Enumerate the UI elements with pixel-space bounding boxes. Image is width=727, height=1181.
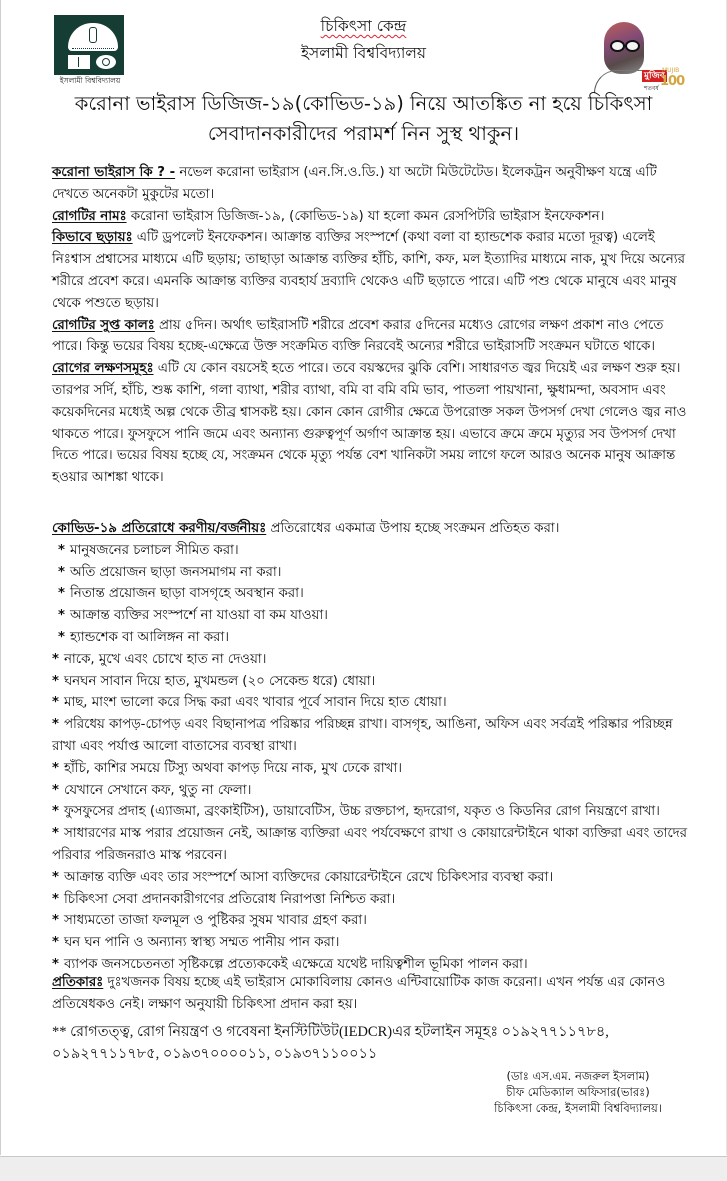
title-line-2: সেবাদানকারীদের পরামর্শ নিন সুস্থ থাকুন। bbox=[207, 122, 520, 145]
prevention-item bbox=[52, 801, 692, 823]
prevention-item bbox=[52, 605, 692, 627]
asterisk-bullet-icon: * bbox=[52, 782, 59, 798]
prevention-item bbox=[52, 649, 692, 671]
signature-block bbox=[448, 1068, 708, 1116]
prevention-item-text: আক্রান্ত ব্যক্তির সংস্পর্শে না যাওয়া বা কম যাওয়া। bbox=[69, 608, 328, 624]
prevention-item bbox=[52, 540, 692, 562]
prevention-item bbox=[52, 910, 692, 932]
asterisk-bullet-icon: * bbox=[52, 935, 59, 951]
section-label: রোগটির নামঃ bbox=[52, 208, 127, 224]
hotline-section bbox=[52, 1021, 692, 1065]
remedy-section bbox=[52, 972, 692, 1016]
mujib-brand: মুজিব bbox=[644, 71, 665, 81]
prevention-item-text: চিকিৎসা সেবা প্রদানকারীগণের প্রতিরোধ নিরাপত্তা নিশ্চিত করা। bbox=[63, 891, 396, 907]
prevention-item bbox=[52, 823, 692, 867]
section-label: রোগের লক্ষণসমূহঃ bbox=[52, 361, 154, 377]
prevention-item-text: মাছ, মাংশ ভালো করে সিদ্ধ করা এবং খাবার পূর্বে সাবান দিয়ে হাত ধোয়া। bbox=[63, 695, 447, 711]
university-name: ইসলামী বিশ্ববিদ্যালয় bbox=[300, 44, 427, 62]
signatory-designation: চীফ মেডিক্যাল অফিসার(ভারঃ) bbox=[506, 1085, 650, 1099]
signatory-office: চিকিৎসা কেন্দ্র, ইসলামী বিশ্ববিদ্যালয়। bbox=[494, 1101, 662, 1115]
section-label: করোনা ভাইরাস কি ? - bbox=[52, 165, 176, 180]
asterisk-bullet-icon: * bbox=[52, 913, 59, 929]
prevention-item bbox=[52, 583, 692, 605]
mujib-100: 100 bbox=[660, 74, 685, 89]
prevention-item-text: ব্যাপক জনসচেতনতা সৃষ্টিকল্পে প্রত্যেককেই এক্ষেত্রে যথেষ্ট দায়িত্বশীল ভূমিকা পালন করা। bbox=[63, 956, 528, 972]
asterisk-bullet-icon: * bbox=[58, 564, 65, 580]
asterisk-bullet-icon: * bbox=[58, 586, 65, 602]
asterisk-bullet-icon: * bbox=[52, 891, 59, 907]
prevention-item-text: আক্রান্ত ব্যক্তি এবং তার সংস্পর্শে আসা ব্যক্তিদের কোয়ারেন্টাইনে রেখে চিকিৎসার ব্যবস্থা করা। bbox=[63, 869, 554, 885]
hotline-paragraph bbox=[52, 1021, 692, 1065]
prevention-item-text: হ্যান্ডশেক বা আলিঙ্গন না করা। bbox=[69, 629, 229, 645]
page-edge-left bbox=[0, 0, 1, 1155]
asterisk-bullet-icon: * bbox=[52, 956, 59, 972]
prevention-item bbox=[52, 627, 692, 649]
section-label: কিভাবে ছড়ায়ঃ bbox=[52, 230, 133, 246]
prevention-label: কোভিড-১৯ প্রতিরোধে করণীয়/বর্জনীয়ঃ bbox=[52, 521, 267, 536]
prevention-item bbox=[52, 692, 692, 714]
prevention-item bbox=[52, 671, 692, 693]
prevention-item-text: ঘনঘন সাবান দিয়ে হাত, মুখমন্ডল (২০ সেকেন্ড ধরে) ধোয়া। bbox=[63, 673, 376, 689]
hotline-prefix: ** bbox=[52, 1024, 67, 1040]
asterisk-bullet-icon: * bbox=[58, 629, 65, 645]
asterisk-bullet-icon: * bbox=[52, 695, 59, 711]
asterisk-bullet-icon: * bbox=[52, 804, 59, 820]
prevention-list bbox=[52, 540, 692, 976]
asterisk-bullet-icon: * bbox=[52, 869, 59, 885]
logo-caption: ইসলামী বিশ্ববিদ্যালয় bbox=[59, 76, 121, 85]
university-heading bbox=[0, 41, 727, 67]
section-text: এটি ড্রপলেট ইনফেকশন। আক্রান্ত ব্যক্তির সংস্পর্শে (কথা বলা বা হ্যান্ডশেক করার মতো দূরত্ব) এলেই নিঃশ্বাস প্রশ্বাসের মাধ্যমে এটি ছড়ায়; তাছাড়া আক্রান্ত ব্যক্তির হাঁচি, কাশি, কফ, মল ইত্যাদির মাধ্যমে নাক, মুখ দিয়ে অন্যের শরীরে প্রবেশ করে। এমনকি আক্রান্ত ব্যক্তির ব্যবহার্য দ্রব্যাদি থেকেও এটি ছড়াতে পারে। এটি পশু থেকে মানুষে এবং মানুষ থেকে পশুতে ছড়ায়। bbox=[52, 230, 685, 311]
section-label: রোগটির সুপ্ত কালঃ bbox=[52, 317, 155, 333]
info-sections bbox=[52, 162, 692, 489]
remedy-label: প্রতিকারঃ bbox=[52, 975, 104, 990]
prevention-section bbox=[52, 518, 692, 976]
prevention-item-text: পরিধেয় কাপড়-চোপড় এবং বিছানাপত্র পরিষ্কার পরিচ্ছন্ন রাখা। বাসগৃহ, আঙিনা, অফিস এবং সর্বত্রই পরিষ্কার পরিচ্ছন্ন রাখা এবং পর্যাপ্ত আলো বাতাসের ব্যবস্থা রাখা। bbox=[52, 717, 673, 754]
signatory-name: (ডাঃ এস.এম. নজরুল ইসলাম) bbox=[506, 1069, 650, 1083]
prevention-item bbox=[52, 867, 692, 889]
section-incubation bbox=[52, 315, 692, 359]
prevention-item bbox=[52, 714, 692, 758]
prevention-item-text: সাধারণের মাস্ক পরার প্রয়োজন নেই, আক্রান্ত ব্যক্তিরা এবং পর্যবেক্ষণে রাখা ও কোয়ারেন্টাইনে থাকা ব্যক্তিরা এবং তাদের পরিবার পরিজনরাও মাস্ক পরবেন। bbox=[52, 826, 687, 863]
section-symptoms bbox=[52, 358, 692, 489]
section-text: এটি যে কোন বয়সেই হতে পারে। তবে বয়স্কদের ঝুকি বেশি। সাধারণত জ্বর দিয়েই এর লক্ষণ শুরু হয়। তারপর সর্দি, হাঁচি, শুষ্ক কাশি, গলা ব্যাথা, শরীর ব্যাথা, বমি বা বমি বমি ভাব, পাতলা পায়খানা, ক্ষুধামন্দা, অবসাদ এবং কয়েকদিনের মধ্যেই অল্প থেকে তীব্র শ্বাসকষ্ট হয়। কোন কোন রোগীর ক্ষেত্রে উপরোক্ত সকল উপসর্গ দেখা গেলেও জ্বর নাও থাকতে পারে। ফুসফুসে পানি জমে এবং অন্যান্য গুরুত্বপূর্ণ অর্গাণ আক্রান্ত হয়। এভাবে ক্রমে ক্রমে মৃত্যুর সব উপসর্গ দেখা দিতে পারে। ভয়ের বিষয় হচ্ছে যে, সংক্রমন থেকে মৃত্যু পর্যন্ত বেশ খানিকটা সময় লাগে ফলে আরও অনেক মানুষ আক্রান্ত হওয়ার আশঙ্কা থাকে। bbox=[52, 361, 687, 486]
asterisk-bullet-icon: * bbox=[58, 542, 65, 558]
prevention-item-text: সাধ্যমতো তাজা ফলমূল ও পুষ্টিকর সুষম খাবার গ্রহণ করা। bbox=[63, 913, 367, 929]
section-name bbox=[52, 206, 692, 228]
section-text: নভেল করোনা ভাইরাস (এন.সি.ও.ডি.) যা অটো মিউটেটেড। ইলেকট্রন অনুবীক্ষণ যন্ত্রে এটি দেখতে অনেকটা মুকুটের মতো। bbox=[52, 165, 657, 202]
office-name: চিকিৎসা কেন্দ্র bbox=[320, 17, 407, 35]
section-what bbox=[52, 162, 692, 206]
title-line-1: করোনা ভাইরাস ডিজিজ-১৯(কোভিড-১৯) নিয়ে আতঙ্কিত না হয়ে চিকিৎসা bbox=[74, 92, 653, 115]
remedy-paragraph bbox=[52, 972, 692, 1016]
asterisk-bullet-icon: * bbox=[52, 673, 59, 689]
prevention-item bbox=[52, 758, 692, 780]
prevention-item-text: যেখানে সেখানে কফ, থুতু না ফেলা। bbox=[63, 782, 252, 798]
asterisk-bullet-icon: * bbox=[52, 760, 59, 776]
section-spread bbox=[52, 227, 692, 314]
prevention-item bbox=[52, 780, 692, 802]
section-text: প্রায় ৫দিন। অর্থাৎ ভাইরাসটি শরীরে প্রবেশ করার ৫দিনের মধ্যেও রোগের লক্ষণ প্রকাশ নাও পেতে পারে। কিন্তু ভয়ের বিষয় হচ্ছে-এক্ষেত্রে উক্ত সংক্রমিত ব্যক্তি নিরবেই অন্যের শরীরে ভাইরাসটি সংক্রমন ঘটাতে থাকে। bbox=[52, 317, 664, 355]
prevention-item-text: নাকে, মুখে এবং চোখে হাত না দেওয়া। bbox=[63, 651, 267, 667]
prevention-intro: প্রতিরোধের একমাত্র উপায় হচ্ছে সংক্রমন প্রতিহত করা। bbox=[266, 521, 560, 536]
hotline-text: রোগতত্ত্ব, রোগ নিয়ন্ত্রণ ও গবেষনা ইনস্টিটিউট(IEDCR)এর হটলাইন সমূহঃ ০১৯২৭৭১১৭৮৪, ০১৯২৭৭১১৭৮৫, ০১৯৩৭০০০০১১, ০১৯৩৭১১০০১১ bbox=[52, 1024, 609, 1062]
prevention-item-text: নিতান্ত প্রয়োজন ছাড়া বাসগৃহে অবস্থান করা। bbox=[69, 586, 304, 602]
prevention-item bbox=[52, 889, 692, 911]
prevention-item-text: ফুসফুসের প্রদাহ (এ্যাজমা, ব্রংকাইটিস), ডায়াবেটিস, উচ্চ রক্তচাপ, হৃদরোগ, যকৃত ও কিডনির রোগ নিয়ন্ত্রণে রাখা। bbox=[63, 804, 660, 820]
mujib-brand-sub: শতবর্ষ bbox=[644, 85, 659, 92]
asterisk-bullet-icon: * bbox=[52, 717, 59, 733]
prevention-heading bbox=[52, 518, 692, 540]
prevention-item bbox=[52, 562, 692, 584]
section-text: করোনা ভাইরাস ডিজিজ-১৯, (কোভিড-১৯) যা হলো কমন রেসপিটরি ভাইরাস ইনফেকশন। bbox=[126, 208, 605, 224]
asterisk-bullet-icon: * bbox=[52, 826, 59, 842]
asterisk-bullet-icon: * bbox=[52, 651, 59, 667]
remedy-text: দুঃখজনক বিষয় হচ্ছে এই ভাইরাস মোকাবিলায় কোনও এন্টিবায়োটিক কাজ করেনা। এখন পর্যন্ত এর কোনও প্রতিষেধকও নেই। লক্ষাণ অনুযায়ী চিকিৎসা প্রদান করা হয়। bbox=[52, 975, 666, 1012]
prevention-item-text: হাঁচি, কাশির সময়ে টিস্যু অথবা কাপড় দিয়ে নাক, মুখ ঢেকে রাখা। bbox=[63, 760, 402, 776]
mujib-latin: MUJIB bbox=[662, 67, 680, 74]
prevention-item-text: মানুষজনের চলাচল সীমিত করা। bbox=[69, 542, 239, 558]
window-bottom-bar bbox=[0, 1156, 727, 1181]
prevention-item bbox=[52, 932, 692, 954]
office-heading bbox=[0, 14, 727, 40]
prevention-item-text: ঘন ঘন পানি ও অন্যান্য স্বাস্থ্য সম্মত পানীয় পান করা। bbox=[63, 935, 340, 951]
asterisk-bullet-icon: * bbox=[58, 608, 65, 624]
prevention-item-text: অতি প্রয়োজন ছাড়া জনসমাগম না করা। bbox=[69, 564, 282, 580]
